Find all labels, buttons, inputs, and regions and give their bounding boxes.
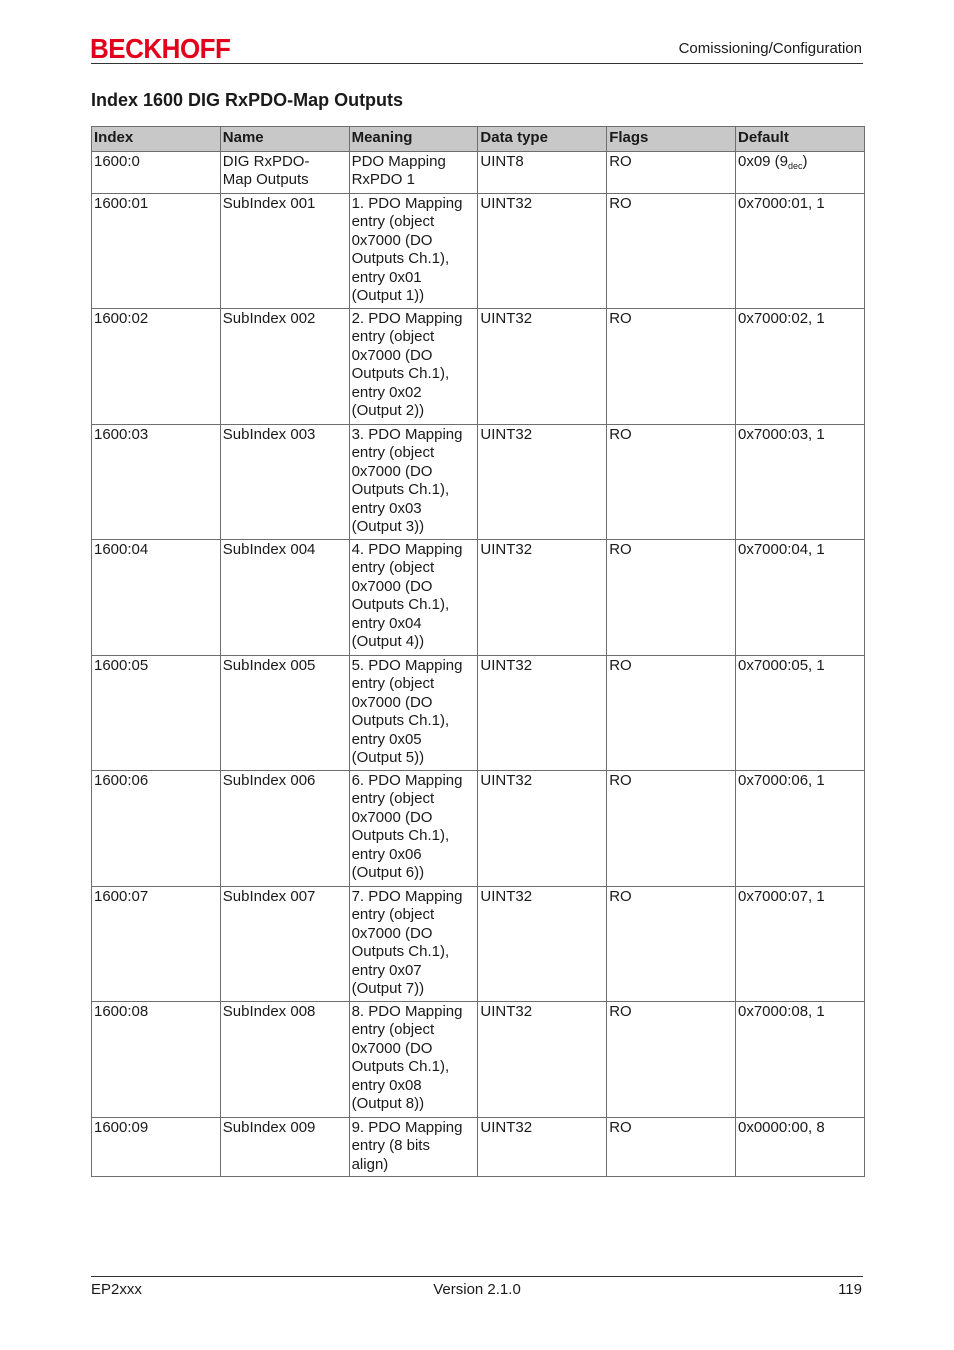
cell-text: entry (object xyxy=(351,213,435,231)
cell-meaning xyxy=(349,656,478,771)
cell-text: Outputs Ch.1), xyxy=(351,1058,450,1076)
cell-default xyxy=(735,771,864,887)
cell-text: 1600:06 xyxy=(94,772,149,789)
cell-flags xyxy=(607,540,736,656)
cell-name xyxy=(220,1002,349,1118)
default-value xyxy=(738,195,862,213)
cell-meaning xyxy=(349,771,478,887)
cell-text: Outputs Ch.1), xyxy=(351,596,450,614)
cell-text: RO xyxy=(609,153,632,170)
cell-text: align) xyxy=(351,1155,389,1173)
cell-flags xyxy=(607,194,736,309)
cell-text: RO xyxy=(609,195,632,212)
cell-text: 0x7000 (DO xyxy=(351,462,433,480)
cell-index xyxy=(92,309,221,425)
table-row xyxy=(92,540,865,656)
default-main-text: 0x7000:04, 1 xyxy=(737,541,825,558)
cell-index xyxy=(92,540,221,656)
cell-flags xyxy=(607,887,736,1002)
cell-text: entry 0x01 xyxy=(351,268,422,286)
default-main-text: 0x7000:05, 1 xyxy=(737,657,825,674)
cell-default xyxy=(735,656,864,771)
cell-text: 8. PDO Mapping xyxy=(351,1003,463,1020)
cell-flags xyxy=(607,1002,736,1118)
cell-index xyxy=(92,887,221,1002)
cell-default xyxy=(735,194,864,309)
table-row xyxy=(92,309,865,425)
cell-name xyxy=(220,1118,349,1177)
footer-divider xyxy=(91,1276,863,1277)
cell-text: RO xyxy=(609,888,632,905)
cell-flags xyxy=(607,309,736,425)
default-main-text: 0x0000:00, 8 xyxy=(737,1119,825,1136)
default-value xyxy=(738,888,862,906)
cell-text: 1600:04 xyxy=(94,541,149,558)
footer-page-number: 119 xyxy=(838,1281,862,1298)
cell-text: UINT32 xyxy=(480,195,533,212)
cell-data-type xyxy=(478,1002,607,1118)
cell-text: entry 0x08 xyxy=(351,1076,422,1094)
cell-default xyxy=(735,1118,864,1177)
cell-meaning xyxy=(349,194,478,309)
cell-text: (Output 4)) xyxy=(351,633,425,651)
cell-index xyxy=(92,194,221,309)
cell-flags xyxy=(607,771,736,887)
cell-text: UINT32 xyxy=(480,310,533,327)
cell-text: 4. PDO Mapping xyxy=(351,541,463,558)
cell-data-type xyxy=(478,540,607,656)
cell-text: entry 0x02 xyxy=(351,383,422,401)
cell-text: 0x7000 (DO xyxy=(351,346,433,364)
default-main-text: 0x09 (9 xyxy=(737,153,789,170)
cell-text: 6. PDO Mapping xyxy=(351,772,463,789)
cell-text: 7. PDO Mapping xyxy=(351,888,463,905)
cell-text: SubIndex 009 xyxy=(222,1119,316,1136)
cell-text: SubIndex 001 xyxy=(222,195,316,212)
cell-text: RxPDO 1 xyxy=(351,171,415,189)
cell-text: UINT32 xyxy=(480,541,533,558)
default-main-text: 0x7000:02, 1 xyxy=(737,310,825,327)
default-value xyxy=(738,772,862,790)
cell-text: entry 0x07 xyxy=(351,961,422,979)
cell-data-type xyxy=(478,152,607,194)
cell-name xyxy=(220,194,349,309)
default-main-text: 0x7000:01, 1 xyxy=(737,195,825,212)
footer-version: Version 2.1.0 xyxy=(433,1281,521,1298)
cell-index xyxy=(92,656,221,771)
cell-text: RO xyxy=(609,541,632,558)
cell-text: 1600:0 xyxy=(94,153,140,170)
cell-text: entry (object xyxy=(351,675,435,693)
cell-data-type xyxy=(478,309,607,425)
cell-flags xyxy=(607,1118,736,1177)
cell-text: UINT8 xyxy=(480,153,524,170)
cell-text: UINT32 xyxy=(480,888,533,905)
cell-index xyxy=(92,1002,221,1118)
cell-data-type xyxy=(478,771,607,887)
default-subscript: dec xyxy=(788,161,803,171)
cell-text: SubIndex 007 xyxy=(222,888,316,905)
default-value xyxy=(738,657,862,675)
default-main-text: 0x7000:07, 1 xyxy=(737,888,825,905)
cell-text: 9. PDO Mapping xyxy=(351,1119,463,1136)
cell-text: RO xyxy=(609,1119,632,1136)
cell-text: entry 0x04 xyxy=(351,614,422,632)
cell-text: entry (object xyxy=(351,790,435,808)
default-value xyxy=(738,153,862,171)
cell-text: (Output 2)) xyxy=(351,402,425,420)
cell-default xyxy=(735,425,864,540)
cell-data-type xyxy=(478,1118,607,1177)
table-row xyxy=(92,425,865,540)
cell-text: (Output 7)) xyxy=(351,980,425,998)
cell-text: PDO Mapping xyxy=(351,153,446,170)
cell-default xyxy=(735,152,864,194)
cell-name xyxy=(220,656,349,771)
table-body xyxy=(92,152,865,1177)
table-row xyxy=(92,152,865,194)
column-header-name: Name xyxy=(220,127,349,152)
cell-text: UINT32 xyxy=(480,772,533,789)
column-header-index: Index xyxy=(92,127,221,152)
section-title: Comissioning/Configuration xyxy=(678,40,862,57)
cell-text: entry (object xyxy=(351,328,435,346)
cell-text: UINT32 xyxy=(480,657,533,674)
default-value xyxy=(738,426,862,444)
cell-text: entry (object xyxy=(351,559,435,577)
cell-name xyxy=(220,425,349,540)
cell-text: SubIndex 002 xyxy=(222,310,316,327)
cell-text: 0x7000 (DO xyxy=(351,1039,433,1057)
cell-text: (Output 8)) xyxy=(351,1095,425,1113)
cell-text: (Output 6)) xyxy=(351,864,425,882)
cell-meaning xyxy=(349,1002,478,1118)
cell-text: UINT32 xyxy=(480,1003,533,1020)
cell-index xyxy=(92,152,221,194)
cell-data-type xyxy=(478,887,607,1002)
cell-index xyxy=(92,1118,221,1177)
cell-name xyxy=(220,152,349,194)
table-row xyxy=(92,771,865,887)
cell-default xyxy=(735,887,864,1002)
header-divider xyxy=(91,63,863,64)
cell-text: (Output 1)) xyxy=(351,287,425,305)
cell-name xyxy=(220,309,349,425)
table-row xyxy=(92,194,865,309)
cell-text: entry 0x06 xyxy=(351,845,422,863)
cell-default xyxy=(735,309,864,425)
cell-text: Outputs Ch.1), xyxy=(351,481,450,499)
cell-flags xyxy=(607,152,736,194)
cell-text: 0x7000 (DO xyxy=(351,808,433,826)
cell-text: 0x7000 (DO xyxy=(351,693,433,711)
cell-data-type xyxy=(478,425,607,540)
cell-text: entry 0x03 xyxy=(351,499,422,517)
cell-text: DIG RxPDO- xyxy=(222,153,310,170)
default-suffix: ) xyxy=(802,153,808,170)
column-header-meaning: Meaning xyxy=(349,127,478,152)
cell-text: entry 0x05 xyxy=(351,730,422,748)
default-value xyxy=(738,310,862,328)
cell-text: RO xyxy=(609,657,632,674)
default-value xyxy=(738,541,862,559)
cell-flags xyxy=(607,425,736,540)
cell-text: entry (8 bits xyxy=(351,1137,430,1155)
table-row xyxy=(92,1002,865,1118)
cell-index xyxy=(92,425,221,540)
cell-data-type xyxy=(478,656,607,771)
cell-text: 1600:05 xyxy=(94,657,149,674)
table-row xyxy=(92,656,865,771)
cell-text: SubIndex 005 xyxy=(222,657,316,674)
cell-text: 1600:08 xyxy=(94,1003,149,1020)
cell-text: 1600:09 xyxy=(94,1119,149,1136)
cell-flags xyxy=(607,656,736,771)
cell-text: entry (object xyxy=(351,906,435,924)
cell-meaning xyxy=(349,152,478,194)
cell-text: UINT32 xyxy=(480,426,533,443)
cell-text: 0x7000 (DO xyxy=(351,924,433,942)
cell-text: Outputs Ch.1), xyxy=(351,827,450,845)
cell-text: Outputs Ch.1), xyxy=(351,365,450,383)
cell-text: 3. PDO Mapping xyxy=(351,426,463,443)
cell-meaning xyxy=(349,540,478,656)
page-heading: Index 1600 DIG RxPDO-Map Outputs xyxy=(91,90,404,110)
cell-default xyxy=(735,1002,864,1118)
cell-index xyxy=(92,771,221,887)
cell-text: 2. PDO Mapping xyxy=(351,310,463,327)
cell-text: Outputs Ch.1), xyxy=(351,712,450,730)
cell-text: RO xyxy=(609,426,632,443)
cell-name xyxy=(220,771,349,887)
cell-text: entry (object xyxy=(351,1021,435,1039)
cell-text: (Output 3)) xyxy=(351,518,425,536)
cell-text: SubIndex 003 xyxy=(222,426,316,443)
cell-text: 1. PDO Mapping xyxy=(351,195,463,212)
cell-text: 1600:02 xyxy=(94,310,149,327)
cell-text: entry (object xyxy=(351,444,435,462)
cell-text: Map Outputs xyxy=(222,171,309,189)
cell-text: 0x7000 (DO xyxy=(351,577,433,595)
cell-text: Outputs Ch.1), xyxy=(351,943,450,961)
cell-text: RO xyxy=(609,772,632,789)
cell-text: Outputs Ch.1), xyxy=(351,250,450,268)
column-header-flags: Flags xyxy=(607,127,736,152)
default-main-text: 0x7000:08, 1 xyxy=(737,1003,825,1020)
cell-text: UINT32 xyxy=(480,1119,533,1136)
column-header-data-type: Data type xyxy=(478,127,607,152)
cell-meaning xyxy=(349,425,478,540)
cell-text: RO xyxy=(609,310,632,327)
default-main-text: 0x7000:03, 1 xyxy=(737,426,825,443)
default-main-text: 0x7000:06, 1 xyxy=(737,772,825,789)
default-value xyxy=(738,1119,862,1137)
column-header-default: Default xyxy=(735,127,864,152)
cell-meaning xyxy=(349,1118,478,1177)
beckhoff-logo: BECKHOFF xyxy=(90,32,231,65)
table-row xyxy=(92,887,865,1002)
table-row xyxy=(92,1118,865,1177)
cell-name xyxy=(220,887,349,1002)
cell-name xyxy=(220,540,349,656)
cell-text: 1600:07 xyxy=(94,888,149,905)
table-header-row xyxy=(92,127,865,152)
default-value xyxy=(738,1003,862,1021)
footer-product: EP2xxx xyxy=(91,1281,142,1298)
cell-text: SubIndex 006 xyxy=(222,772,316,789)
cell-text: RO xyxy=(609,1003,632,1020)
cell-text: 1600:01 xyxy=(94,195,149,212)
cell-text: SubIndex 004 xyxy=(222,541,316,558)
cell-text: (Output 5)) xyxy=(351,749,425,767)
cell-meaning xyxy=(349,887,478,1002)
cell-text: 1600:03 xyxy=(94,426,149,443)
object-dictionary-table xyxy=(91,126,865,1177)
cell-meaning xyxy=(349,309,478,425)
cell-data-type xyxy=(478,194,607,309)
cell-text: SubIndex 008 xyxy=(222,1003,316,1020)
cell-text: 0x7000 (DO xyxy=(351,231,433,249)
cell-text: 5. PDO Mapping xyxy=(351,657,463,674)
cell-default xyxy=(735,540,864,656)
